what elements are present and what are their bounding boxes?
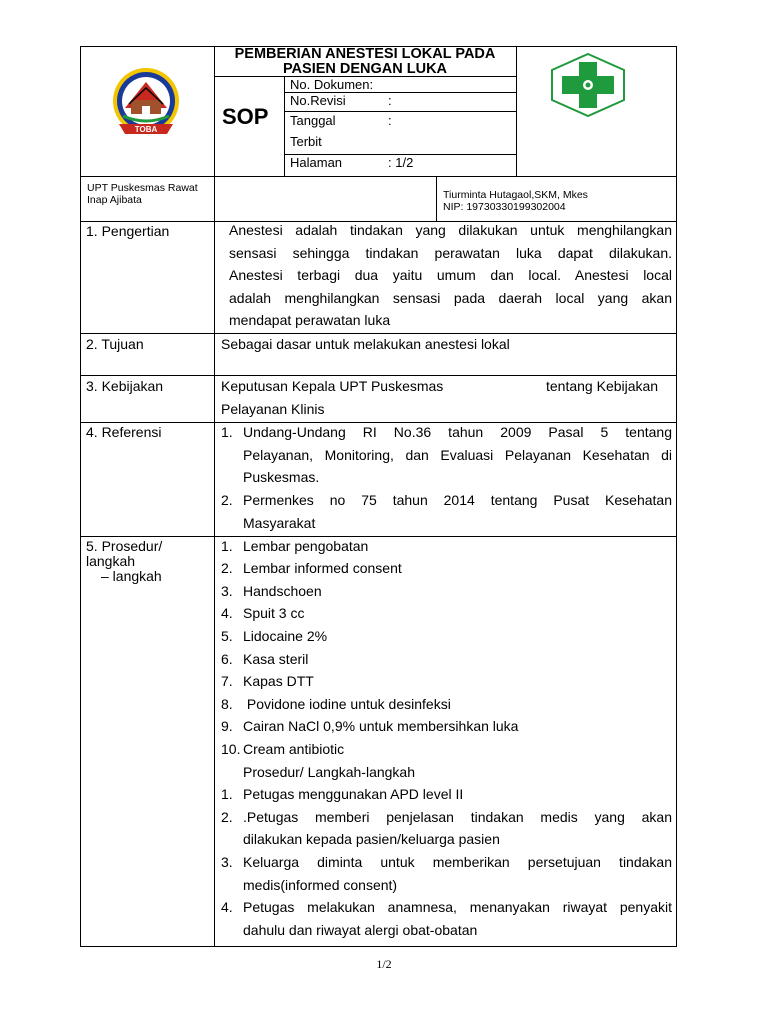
page-number: 1/2 [376, 957, 392, 971]
field-no-revisi-value: : [388, 93, 392, 108]
section-label-pengertian: 1. Pengertian [86, 223, 170, 239]
puskesmas-cross-logo [546, 52, 630, 118]
step-item-continued: dahulu dan riwayat alergi obat-obatan [243, 922, 478, 938]
tool-item: 10. Cream antibiotic [221, 741, 345, 757]
kebijakan-line1-right: tentang Kebijakan [546, 378, 659, 394]
tool-item: 9. Cairan NaCl 0,9% untuk membersihkan luka [221, 718, 519, 734]
org-name: UPT Puskesmas Rawat Inap Ajibata [87, 182, 198, 206]
step-item-continued: dilakukan kepada pasien/keluarga pasien [243, 831, 500, 847]
step-item: 3. Keluarga diminta untuk memberikan persetujuan tindakan [221, 854, 672, 870]
tool-item: 8. Povidone iodine untuk desinfeksi [221, 696, 451, 712]
field-halaman: Halaman [290, 155, 343, 170]
tool-item: 7. Kapas DTT [221, 673, 314, 689]
prosedur-subheading: Prosedur/ Langkah-langkah [243, 764, 416, 780]
document-title: PEMBERIAN ANESTESI LOKAL PADA PASIEN DENGAN LUKA [234, 46, 496, 77]
section-label-referensi: 4. Referensi [86, 424, 162, 440]
tool-item: 2. Lembar informed consent [221, 560, 402, 576]
pengertian-text: Anestesi adalah tindakan yang dilakukan untuk menghilangkan sensasi sehingga tindakan perawatan luka dapat dilakukan. Anestesi terbagi dua yaitu umum dan local. Anestesi local adalah menghilangkan sensasi pada daerah local yang akan mendapat perawatan luka [229, 222, 672, 329]
field-tanggal-value: : [388, 113, 392, 128]
referensi-item-2-line-2: Masyarakat [243, 515, 316, 531]
tujuan-text: Sebagai dasar untuk melakukan anestesi lokal [221, 336, 510, 352]
tool-item: 6. Kasa steril [221, 651, 309, 667]
referensi-item-1-line-3: Puskesmas. [243, 469, 320, 485]
step-item: 4. Petugas melakukan anamnesa, menanyakan riwayat penyakit [221, 899, 672, 915]
section-label-kebijakan: 3. Kebijakan [86, 378, 164, 394]
signatory-name: Tiurminta Hutagaol,SKM, Mkes [443, 189, 588, 201]
tool-item: 3. Handschoen [221, 583, 322, 599]
field-halaman-value: : 1/2 [388, 155, 414, 170]
referensi-item-2-line-1: 2. Permenkes no 75 tahun 2014 tentang Pusat Kesehatan [221, 492, 672, 508]
referensi-item-1-line-2: Pelayanan, Monitoring, dan Evaluasi Pelayanan Kesehatan di [243, 447, 672, 463]
field-terbit: Terbit [290, 134, 322, 149]
step-item: 2. .Petugas memberi penjelasan tindakan medis yang akan [221, 809, 672, 825]
toba-logo-text: TOBA [134, 125, 158, 134]
referensi-item-1-line-1: 1. Undang-Undang RI No.36 tahun 2009 Pasal 5 tentang [221, 424, 672, 440]
step-item: 1. Petugas menggunakan APD level II [221, 786, 464, 802]
signatory-nip: NIP: 19730330199302004 [443, 201, 566, 213]
field-no-dokumen: No. Dokumen: [290, 77, 374, 92]
tool-item: 4. Spuit 3 cc [221, 605, 305, 621]
field-no-revisi: No.Revisi [290, 93, 346, 108]
section-label-tujuan: 2. Tujuan [86, 336, 144, 352]
toba-logo [107, 64, 185, 142]
kebijakan-line2: Pelayanan Klinis [221, 401, 325, 417]
tool-item: 5. Lidocaine 2% [221, 628, 328, 644]
sop-label: SOP [222, 104, 269, 129]
kebijakan-line1-left: Keputusan Kepala UPT Puskesmas [221, 378, 444, 394]
step-item-continued: medis(informed consent) [243, 877, 398, 893]
tool-item: 1. Lembar pengobatan [221, 538, 369, 554]
field-tanggal: Tanggal [290, 113, 336, 128]
section-label-prosedur: 5. Prosedur/ langkah – langkah [86, 538, 163, 584]
